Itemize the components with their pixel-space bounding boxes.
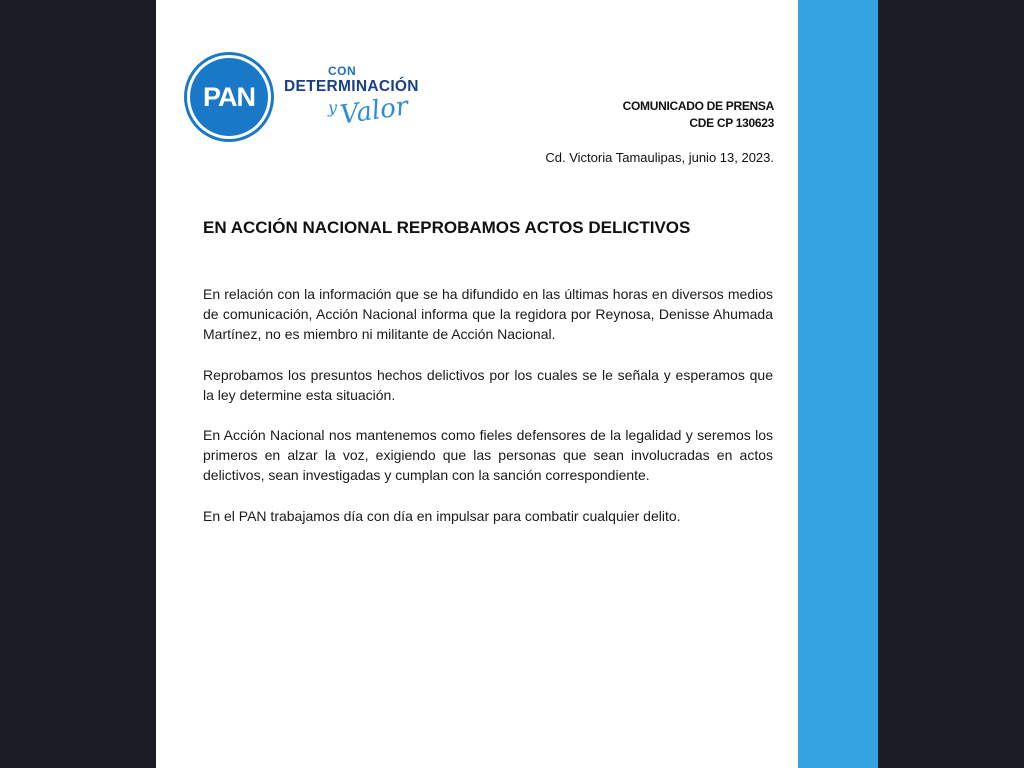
slogan-y: y (328, 98, 338, 117)
pan-logo (190, 58, 268, 136)
pan-logo-text: PAN (202, 81, 255, 112)
headline: EN ACCIÓN NACIONAL REPROBAMOS ACTOS DELICTIVOS (203, 218, 691, 237)
place-date: Cd. Victoria Tamaulipas, junio 13, 2023. (545, 150, 774, 165)
accent-stripe (798, 0, 878, 768)
paragraph-3: En Acción Nacional nos mantenemos como fieles defensores de la legalidad y seremos los primeros en alzar la voz, exigiendo que las personas que sean involucradas en actos delictivos, sean investigadas y cumplan con la sanción correspondiente. (203, 427, 773, 484)
paragraph-2: Reprobamos los presuntos hechos delictivos por los cuales se le señala y esperamos que la ley determine esta situación. (203, 366, 773, 403)
slogan-logo (284, 62, 454, 132)
paragraph-4: En el PAN trabajamos día con día en impulsar para combatir cualquier delito. (203, 507, 681, 524)
press-release-page (156, 0, 798, 768)
slogan-valor: Valor (338, 91, 411, 131)
slogan-determinacion: DETERMINACIÓN (284, 78, 419, 95)
press-release-id (623, 98, 774, 132)
doc-code: CDE CP 130623 (689, 116, 774, 130)
doc-type: COMUNICADO DE PRENSA (622, 99, 774, 113)
body-text (203, 284, 773, 546)
slogan-con: CON (328, 64, 357, 78)
paragraph-1: En relación con la información que se ha difundido en las últimas horas en diversos medios de comunicación, Acción Nacional informa que la regidora por Reynosa, Denisse Ahumada Martínez, no es miembro ni militante de Acción Nacional. (203, 286, 773, 343)
